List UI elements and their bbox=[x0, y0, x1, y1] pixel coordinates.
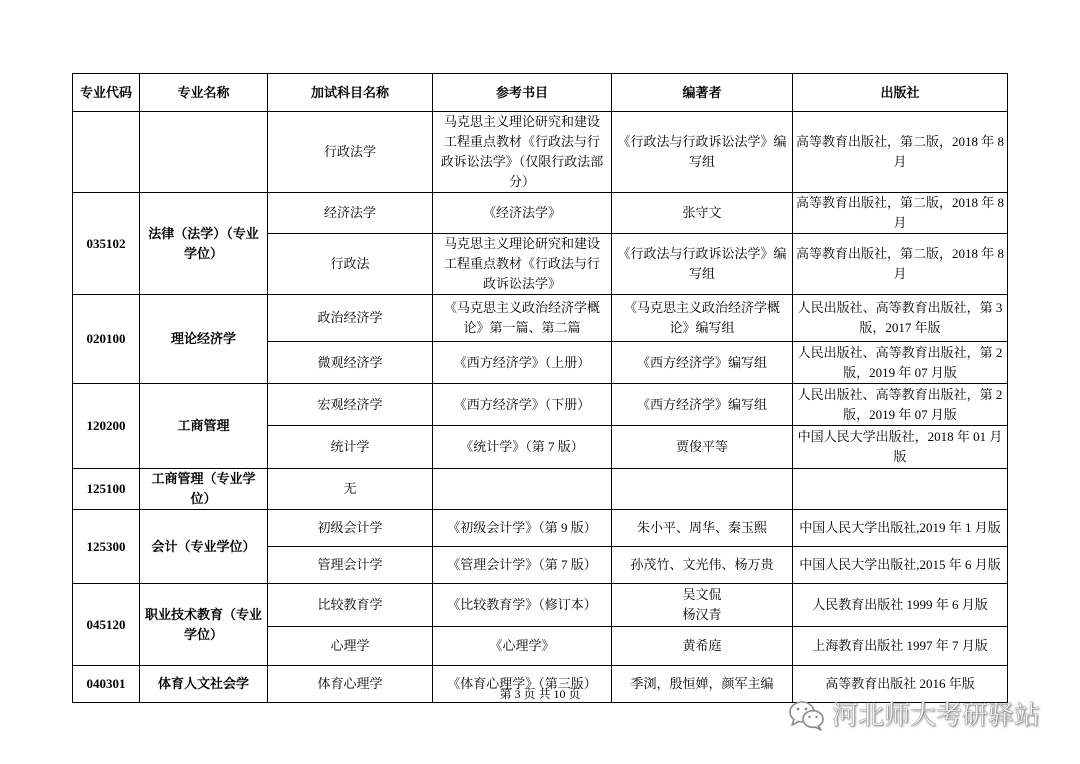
exam-subjects-table bbox=[72, 73, 1008, 703]
author-name: 吴文侃 bbox=[682, 587, 722, 602]
exam-subject: 管理会计学 bbox=[268, 547, 433, 584]
page-footer: 第 3 页 共 10 页 bbox=[499, 687, 581, 701]
reference-book: 《经济法学》 bbox=[433, 193, 612, 234]
table-row bbox=[73, 112, 1008, 193]
reference-book: 马克思主义理论研究和建设工程重点教材《行政法与行政诉讼法学》（仅限行政法部分） bbox=[433, 112, 612, 193]
publisher: 人民出版社、高等教育出版社，第 3 版，2017 年版 bbox=[793, 295, 1008, 342]
author: 孙茂竹、文光伟、杨万贵 bbox=[612, 547, 793, 584]
author: 《西方经济学》编写组 bbox=[612, 342, 793, 384]
exam-subject: 微观经济学 bbox=[268, 342, 433, 384]
exam-subject: 统计学 bbox=[268, 426, 433, 469]
exam-subject: 经济法学 bbox=[268, 193, 433, 234]
major-code: 040301 bbox=[73, 666, 140, 703]
major-code bbox=[73, 112, 140, 193]
reference-book: 《初级会计学》（第 9 版） bbox=[433, 510, 612, 547]
major-name: 体育人文社会学 bbox=[140, 666, 268, 703]
reference-book: 《比较教育学》（修订本） bbox=[433, 584, 612, 627]
author: 《马克思主义政治经济学概论》编写组 bbox=[612, 295, 793, 342]
exam-subject: 体育心理学 bbox=[268, 666, 433, 703]
major-name: 理论经济学 bbox=[140, 295, 268, 384]
table-header bbox=[73, 74, 1008, 112]
reference-book: 《心理学》 bbox=[433, 627, 612, 666]
header-author: 编著者 bbox=[612, 74, 793, 112]
major-name: 会计（专业学位） bbox=[140, 510, 268, 584]
author: 张守文 bbox=[612, 193, 793, 234]
exam-subject: 行政法 bbox=[268, 234, 433, 295]
major-code: 045120 bbox=[73, 584, 140, 666]
exam-subject: 无 bbox=[268, 469, 433, 510]
exam-subject: 初级会计学 bbox=[268, 510, 433, 547]
author: 季浏，殷恒婵，颜军主编 bbox=[612, 666, 793, 703]
table-row bbox=[73, 384, 1008, 426]
major-code: 020100 bbox=[73, 295, 140, 384]
author: 《西方经济学》编写组 bbox=[612, 384, 793, 426]
exam-subject: 宏观经济学 bbox=[268, 384, 433, 426]
publisher: 中国人民大学出版社,2015 年 6 月版 bbox=[793, 547, 1008, 584]
reference-book: 《西方经济学》（上册） bbox=[433, 342, 612, 384]
publisher: 中国人民大学出版社,2019 年 1 月版 bbox=[793, 510, 1008, 547]
exam-subject: 行政法学 bbox=[268, 112, 433, 193]
header-publisher: 出版社 bbox=[793, 74, 1008, 112]
major-code: 035102 bbox=[73, 193, 140, 295]
wechat-icon bbox=[788, 700, 826, 732]
reference-book: 《管理会计学》（第 7 版） bbox=[433, 547, 612, 584]
major-name bbox=[140, 112, 268, 193]
publisher: 高等教育出版社，第二版，2018 年 8 月 bbox=[793, 193, 1008, 234]
header-major-code: 专业代码 bbox=[73, 74, 140, 112]
publisher: 人民教育出版社 1999 年 6 月版 bbox=[793, 584, 1008, 627]
watermark bbox=[788, 698, 1040, 734]
author: 《行政法与行政诉讼法学》编写组 bbox=[612, 234, 793, 295]
table-row bbox=[73, 193, 1008, 234]
header-reference-book: 参考书目 bbox=[433, 74, 612, 112]
exam-subject: 心理学 bbox=[268, 627, 433, 666]
major-name: 工商管理 bbox=[140, 384, 268, 469]
reference-book: 马克思主义理论研究和建设工程重点教材《行政法与行政诉讼法学》 bbox=[433, 234, 612, 295]
author: 黄希庭 bbox=[612, 627, 793, 666]
major-name: 法律（法学）（专业学位） bbox=[140, 193, 268, 295]
author: 贾俊平等 bbox=[612, 426, 793, 469]
major-code: 125300 bbox=[73, 510, 140, 584]
table-header-row bbox=[73, 74, 1008, 112]
exam-subject: 比较教育学 bbox=[268, 584, 433, 627]
table-body bbox=[73, 112, 1008, 703]
exam-subject: 政治经济学 bbox=[268, 295, 433, 342]
publisher: 人民出版社、高等教育出版社，第 2 版，2019 年 07 月版 bbox=[793, 342, 1008, 384]
reference-book: 《体育心理学》（第三版） bbox=[433, 666, 612, 703]
major-code: 125100 bbox=[73, 469, 140, 510]
publisher: 上海教育出版社 1997 年 7 月版 bbox=[793, 627, 1008, 666]
publisher: 高等教育出版社，第二版，2018 年 8 月 bbox=[793, 112, 1008, 193]
publisher: 中国人民大学出版社，2018 年 01 月版 bbox=[793, 426, 1008, 469]
table-row bbox=[73, 584, 1008, 627]
author-name: 杨汉青 bbox=[682, 607, 722, 622]
major-code: 120200 bbox=[73, 384, 140, 469]
watermark-text: 河北师大考研驿站 bbox=[832, 701, 1041, 731]
reference-book bbox=[433, 469, 612, 510]
header-major-name: 专业名称 bbox=[140, 74, 268, 112]
publisher: 高等教育出版社 2016 年版 bbox=[793, 666, 1008, 703]
header-exam-subject: 加试科目名称 bbox=[268, 74, 433, 112]
author bbox=[612, 469, 793, 510]
reference-book: 《西方经济学》（下册） bbox=[433, 384, 612, 426]
reference-book: 《马克思主义政治经济学概论》第一篇、第二篇 bbox=[433, 295, 612, 342]
author: 朱小平、周华、秦玉熙 bbox=[612, 510, 793, 547]
publisher: 高等教育出版社，第二版，2018 年 8 月 bbox=[793, 234, 1008, 295]
table-row bbox=[73, 469, 1008, 510]
author bbox=[612, 584, 793, 627]
reference-book: 《统计学》（第 7 版） bbox=[433, 426, 612, 469]
table-row bbox=[73, 510, 1008, 547]
major-name: 职业技术教育（专业学位） bbox=[140, 584, 268, 666]
author: 《行政法与行政诉讼法学》编写组 bbox=[612, 112, 793, 193]
table-row bbox=[73, 295, 1008, 342]
major-name: 工商管理（专业学位） bbox=[140, 469, 268, 510]
publisher bbox=[793, 469, 1008, 510]
publisher: 人民出版社、高等教育出版社，第 2 版，2019 年 07 月版 bbox=[793, 384, 1008, 426]
